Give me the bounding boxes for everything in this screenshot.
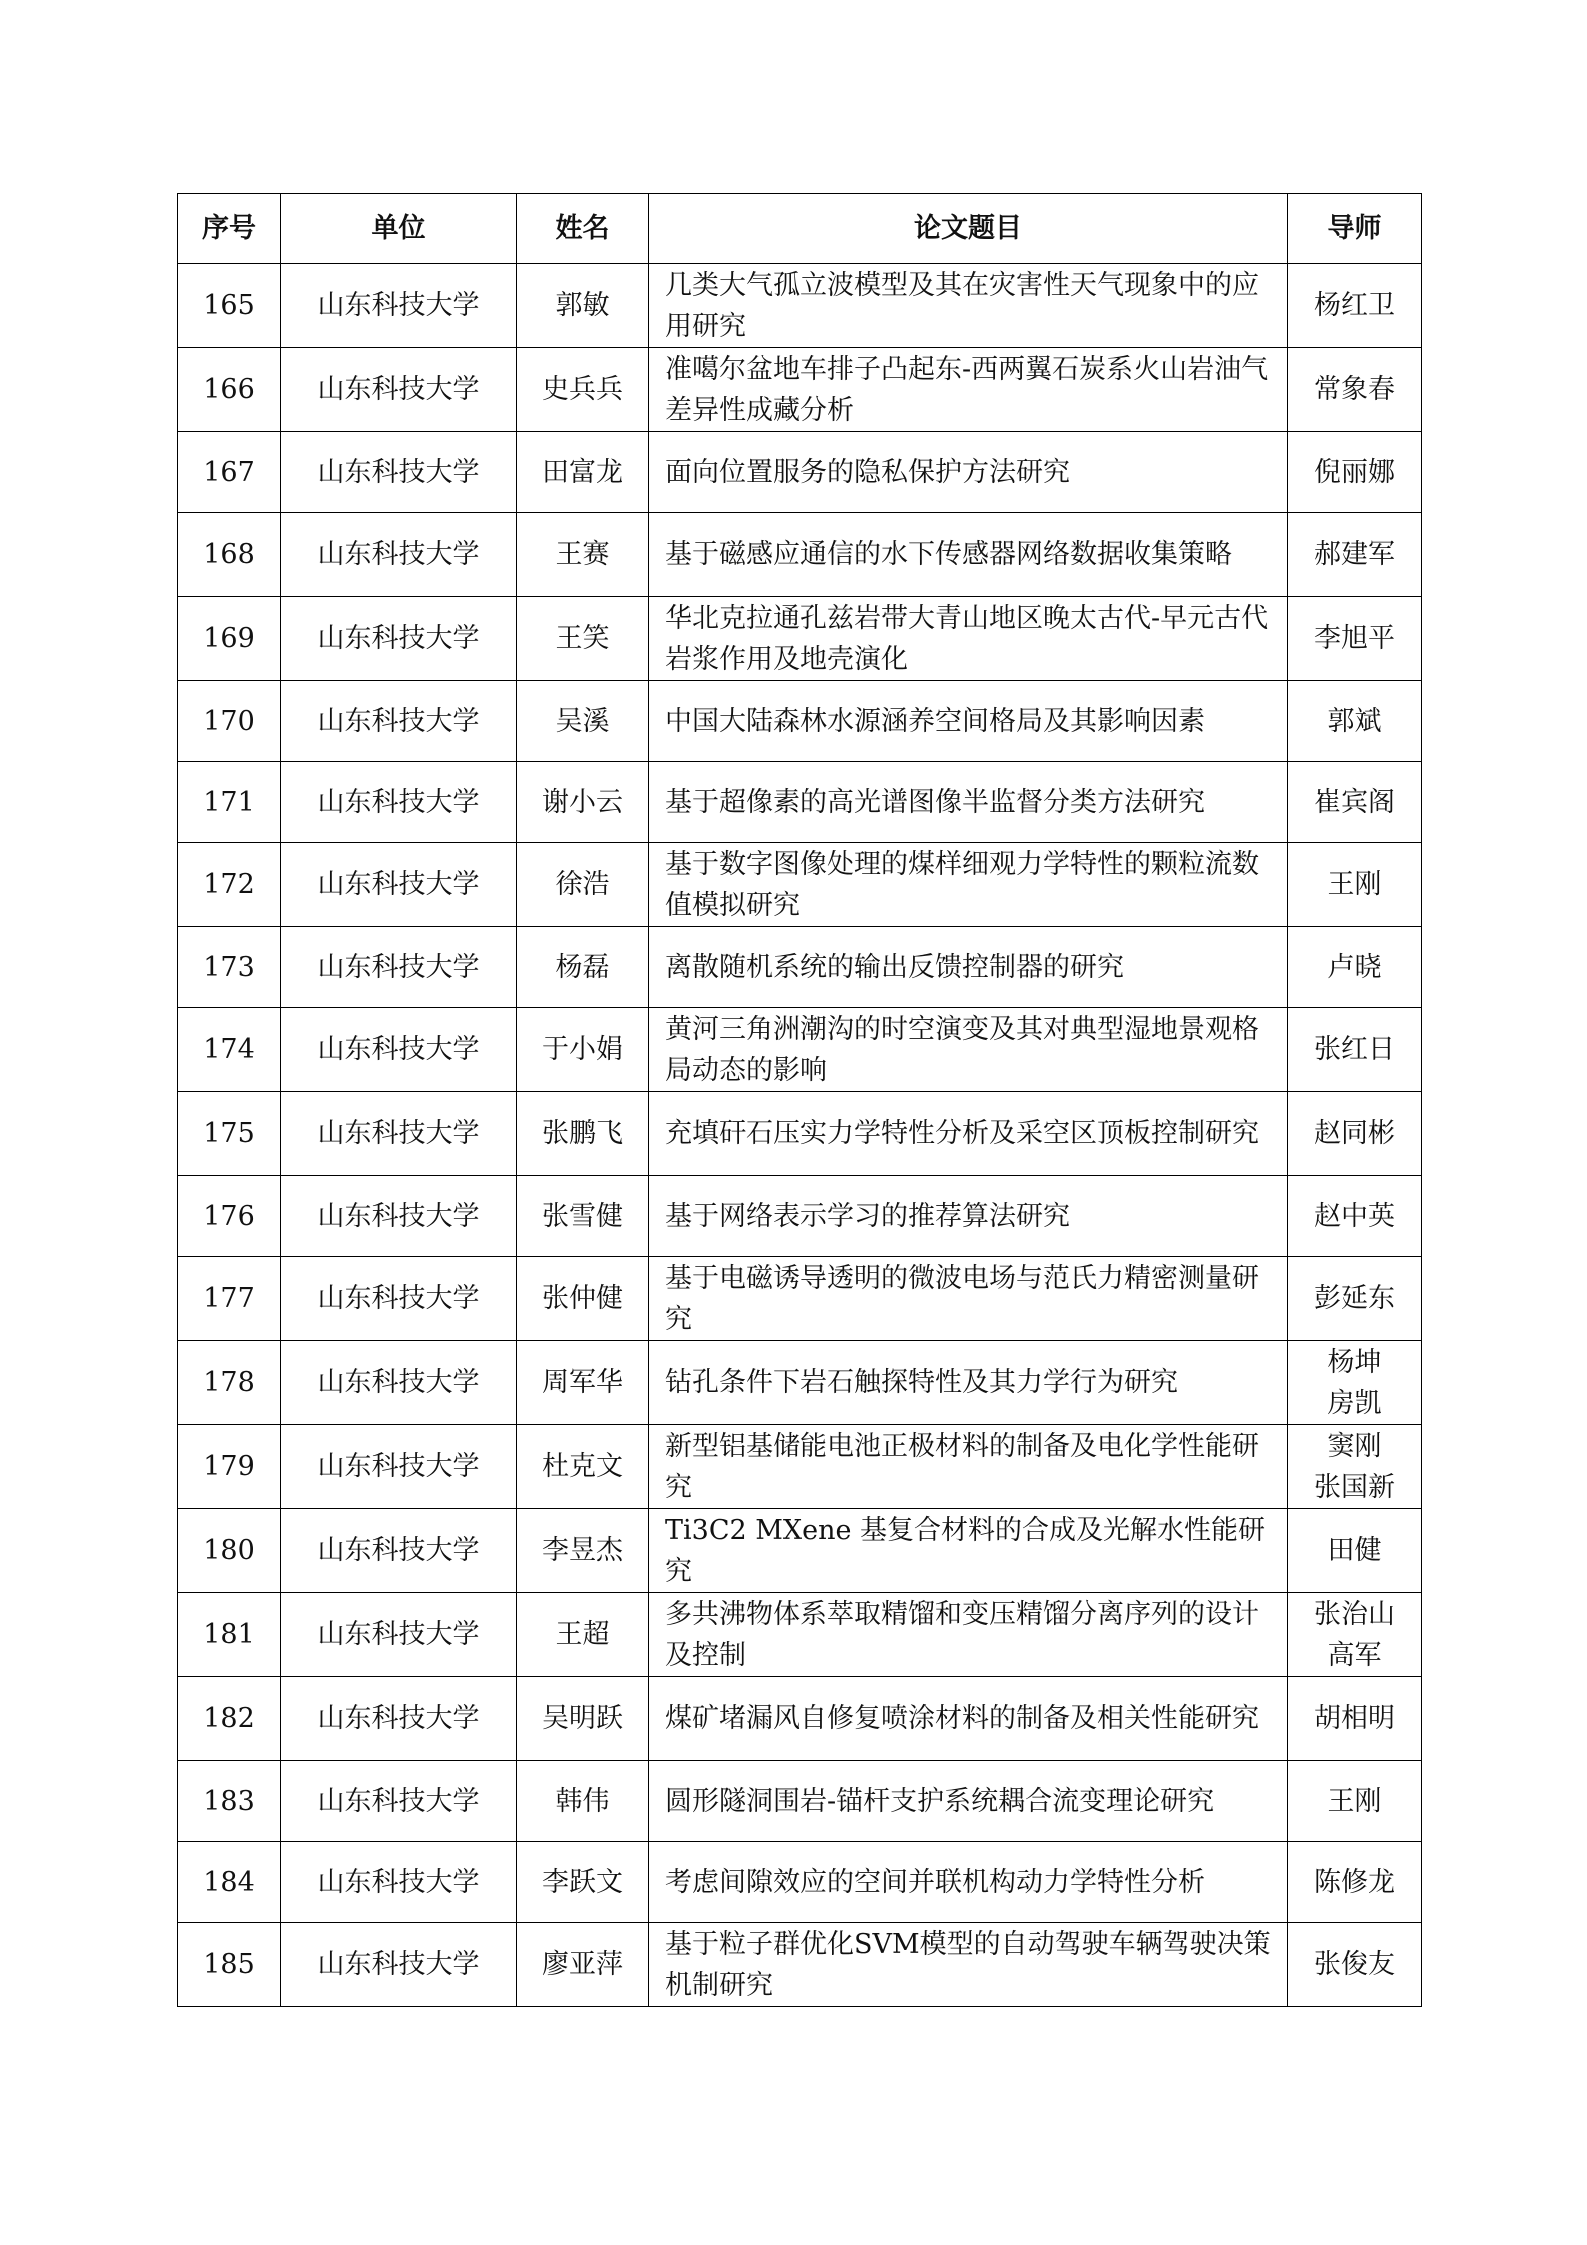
table-row [178, 681, 1422, 762]
table-row [178, 762, 1422, 843]
cell-unit: 山东科技大学 [281, 264, 517, 348]
table-row [178, 348, 1422, 432]
cell-title: 基于超像素的高光谱图像半监督分类方法研究 [649, 762, 1288, 843]
table-row [178, 843, 1422, 927]
table-row [178, 513, 1422, 597]
cell-advisor [1288, 1425, 1422, 1509]
cell-advisor [1288, 1593, 1422, 1677]
cell-serial: 170 [178, 681, 281, 762]
cell-advisor [1288, 1842, 1422, 1923]
cell-title: 离散随机系统的输出反馈控制器的研究 [649, 927, 1288, 1008]
cell-serial: 167 [178, 432, 281, 513]
table-row [178, 1509, 1422, 1593]
cell-serial: 178 [178, 1341, 281, 1425]
cell-serial: 165 [178, 264, 281, 348]
cell-advisor [1288, 1176, 1422, 1257]
cell-serial: 175 [178, 1092, 281, 1176]
cell-serial: 172 [178, 843, 281, 927]
table-row [178, 597, 1422, 681]
header-name: 姓名 [517, 194, 649, 264]
header-title: 论文题目 [649, 194, 1288, 264]
advisor-name: 崔宾阁 [1314, 786, 1395, 818]
cell-advisor [1288, 1509, 1422, 1593]
table-row [178, 1593, 1422, 1677]
cell-unit: 山东科技大学 [281, 1923, 517, 2007]
cell-title: 圆形隧洞围岩-锚杆支护系统耦合流变理论研究 [649, 1761, 1288, 1842]
cell-name: 李昱杰 [517, 1509, 649, 1593]
advisor-name: 王刚 [1327, 1785, 1382, 1817]
cell-unit: 山东科技大学 [281, 1842, 517, 1923]
cell-advisor [1288, 681, 1422, 762]
table-row [178, 1677, 1422, 1761]
cell-title: 基于网络表示学习的推荐算法研究 [649, 1176, 1288, 1257]
advisor-name: 张国新 [1314, 1471, 1395, 1503]
cell-advisor [1288, 264, 1422, 348]
cell-title: 基于粒子群优化SVM模型的自动驾驶车辆驾驶决策机制研究 [649, 1923, 1288, 2007]
cell-title: 基于电磁诱导透明的微波电场与范氏力精密测量研究 [649, 1257, 1288, 1341]
cell-title: 几类大气孤立波模型及其在灾害性天气现象中的应用研究 [649, 264, 1288, 348]
advisor-name: 郭斌 [1327, 705, 1382, 737]
cell-unit: 山东科技大学 [281, 348, 517, 432]
cell-serial: 171 [178, 762, 281, 843]
cell-advisor [1288, 513, 1422, 597]
table-row [178, 927, 1422, 1008]
cell-advisor [1288, 1092, 1422, 1176]
cell-serial: 182 [178, 1677, 281, 1761]
cell-unit: 山东科技大学 [281, 513, 517, 597]
cell-name: 李跃文 [517, 1842, 649, 1923]
cell-unit: 山东科技大学 [281, 1008, 517, 1092]
cell-name: 吴溪 [517, 681, 649, 762]
cell-unit: 山东科技大学 [281, 597, 517, 681]
cell-unit: 山东科技大学 [281, 681, 517, 762]
cell-name: 徐浩 [517, 843, 649, 927]
cell-unit: 山东科技大学 [281, 1761, 517, 1842]
cell-title: 中国大陆森林水源涵养空间格局及其影响因素 [649, 681, 1288, 762]
cell-advisor [1288, 843, 1422, 927]
cell-name: 廖亚萍 [517, 1923, 649, 2007]
cell-name: 吴明跃 [517, 1677, 649, 1761]
advisor-name: 王刚 [1327, 869, 1382, 900]
advisor-name: 郝建军 [1314, 539, 1395, 570]
cell-name: 张仲健 [517, 1257, 649, 1341]
cell-advisor [1288, 1761, 1422, 1842]
cell-advisor [1288, 432, 1422, 513]
table-row [178, 1008, 1422, 1092]
header-advisor: 导师 [1288, 194, 1422, 264]
cell-unit: 山东科技大学 [281, 432, 517, 513]
advisor-name: 房凯 [1327, 1387, 1382, 1419]
advisor-name: 杨坤 [1327, 1346, 1382, 1378]
advisor-name: 杨红卫 [1314, 290, 1395, 321]
cell-unit: 山东科技大学 [281, 1257, 517, 1341]
advisor-name: 胡相明 [1314, 1703, 1395, 1734]
cell-serial: 166 [178, 348, 281, 432]
table-row [178, 1842, 1422, 1923]
advisor-name: 李旭平 [1314, 623, 1395, 654]
advisor-name: 常象春 [1314, 374, 1395, 405]
cell-serial: 180 [178, 1509, 281, 1593]
cell-unit: 山东科技大学 [281, 762, 517, 843]
advisor-name: 陈修龙 [1314, 1866, 1395, 1898]
cell-unit: 山东科技大学 [281, 927, 517, 1008]
cell-name: 田富龙 [517, 432, 649, 513]
cell-unit: 山东科技大学 [281, 1092, 517, 1176]
cell-unit: 山东科技大学 [281, 1425, 517, 1509]
cell-serial: 185 [178, 1923, 281, 2007]
cell-advisor [1288, 927, 1422, 1008]
cell-unit: 山东科技大学 [281, 1593, 517, 1677]
cell-serial: 169 [178, 597, 281, 681]
table-row [178, 1092, 1422, 1176]
advisor-name: 倪丽娜 [1314, 456, 1395, 488]
table-row [178, 264, 1422, 348]
cell-advisor [1288, 1923, 1422, 2007]
cell-title: 黄河三角洲潮沟的时空演变及其对典型湿地景观格局动态的影响 [649, 1008, 1288, 1092]
cell-title: 多共沸物体系萃取精馏和变压精馏分离序列的设计及控制 [649, 1593, 1288, 1677]
cell-title: 钻孔条件下岩石触探特性及其力学行为研究 [649, 1341, 1288, 1425]
cell-title: 新型铝基储能电池正极材料的制备及电化学性能研究 [649, 1425, 1288, 1509]
cell-serial: 168 [178, 513, 281, 597]
advisor-name: 彭延东 [1314, 1283, 1395, 1314]
cell-advisor [1288, 1008, 1422, 1092]
cell-unit: 山东科技大学 [281, 1677, 517, 1761]
advisor-name: 张俊友 [1314, 1949, 1395, 1980]
advisor-name: 赵中英 [1314, 1200, 1395, 1232]
cell-name: 王笑 [517, 597, 649, 681]
cell-advisor [1288, 597, 1422, 681]
cell-serial: 181 [178, 1593, 281, 1677]
cell-name: 王超 [517, 1593, 649, 1677]
cell-title: 基于数字图像处理的煤样细观力学特性的颗粒流数值模拟研究 [649, 843, 1288, 927]
cell-serial: 183 [178, 1761, 281, 1842]
table-row [178, 432, 1422, 513]
cell-serial: 179 [178, 1425, 281, 1509]
cell-unit: 山东科技大学 [281, 1341, 517, 1425]
cell-name: 王赛 [517, 513, 649, 597]
cell-advisor [1288, 1677, 1422, 1761]
advisor-name: 窦刚 [1327, 1430, 1382, 1462]
cell-serial: 176 [178, 1176, 281, 1257]
thesis-table [177, 193, 1422, 2007]
cell-name: 于小娟 [517, 1008, 649, 1092]
advisor-name: 张红日 [1314, 1034, 1395, 1065]
cell-unit: 山东科技大学 [281, 843, 517, 927]
advisor-name: 赵同彬 [1314, 1118, 1395, 1149]
cell-name: 郭敏 [517, 264, 649, 348]
cell-name: 杜克文 [517, 1425, 649, 1509]
advisor-name: 张治山 [1314, 1598, 1395, 1630]
cell-advisor [1288, 348, 1422, 432]
cell-unit: 山东科技大学 [281, 1176, 517, 1257]
table-row [178, 1923, 1422, 2007]
table-row [178, 1257, 1422, 1341]
cell-title: 煤矿堵漏风自修复喷涂材料的制备及相关性能研究 [649, 1677, 1288, 1761]
cell-title: 面向位置服务的隐私保护方法研究 [649, 432, 1288, 513]
table-row [178, 1341, 1422, 1425]
cell-serial: 173 [178, 927, 281, 1008]
cell-name: 周军华 [517, 1341, 649, 1425]
cell-name: 杨磊 [517, 927, 649, 1008]
cell-title: 考虑间隙效应的空间并联机构动力学特性分析 [649, 1842, 1288, 1923]
advisor-name: 田健 [1327, 1535, 1382, 1566]
cell-title: 华北克拉通孔兹岩带大青山地区晚太古代-早元古代岩浆作用及地壳演化 [649, 597, 1288, 681]
advisor-name: 高军 [1327, 1639, 1382, 1671]
table-row [178, 1176, 1422, 1257]
advisor-name: 卢晓 [1327, 951, 1382, 983]
cell-title: 准噶尔盆地车排子凸起东-西两翼石炭系火山岩油气差异性成藏分析 [649, 348, 1288, 432]
cell-advisor [1288, 762, 1422, 843]
cell-serial: 177 [178, 1257, 281, 1341]
table-row [178, 1761, 1422, 1842]
table-row [178, 1425, 1422, 1509]
cell-title: 充填矸石压实力学特性分析及采空区顶板控制研究 [649, 1092, 1288, 1176]
cell-name: 张雪健 [517, 1176, 649, 1257]
cell-advisor [1288, 1341, 1422, 1425]
cell-name: 韩伟 [517, 1761, 649, 1842]
cell-advisor [1288, 1257, 1422, 1341]
cell-serial: 184 [178, 1842, 281, 1923]
cell-serial: 174 [178, 1008, 281, 1092]
header-serial: 序号 [178, 194, 281, 264]
table-body [178, 264, 1422, 2007]
cell-title: Ti3C2 MXene 基复合材料的合成及光解水性能研究 [649, 1509, 1288, 1593]
table-header-row [178, 194, 1422, 264]
header-unit: 单位 [281, 194, 517, 264]
cell-title: 基于磁感应通信的水下传感器网络数据收集策略 [649, 513, 1288, 597]
cell-unit: 山东科技大学 [281, 1509, 517, 1593]
cell-name: 谢小云 [517, 762, 649, 843]
cell-name: 张鹏飞 [517, 1092, 649, 1176]
cell-name: 史兵兵 [517, 348, 649, 432]
